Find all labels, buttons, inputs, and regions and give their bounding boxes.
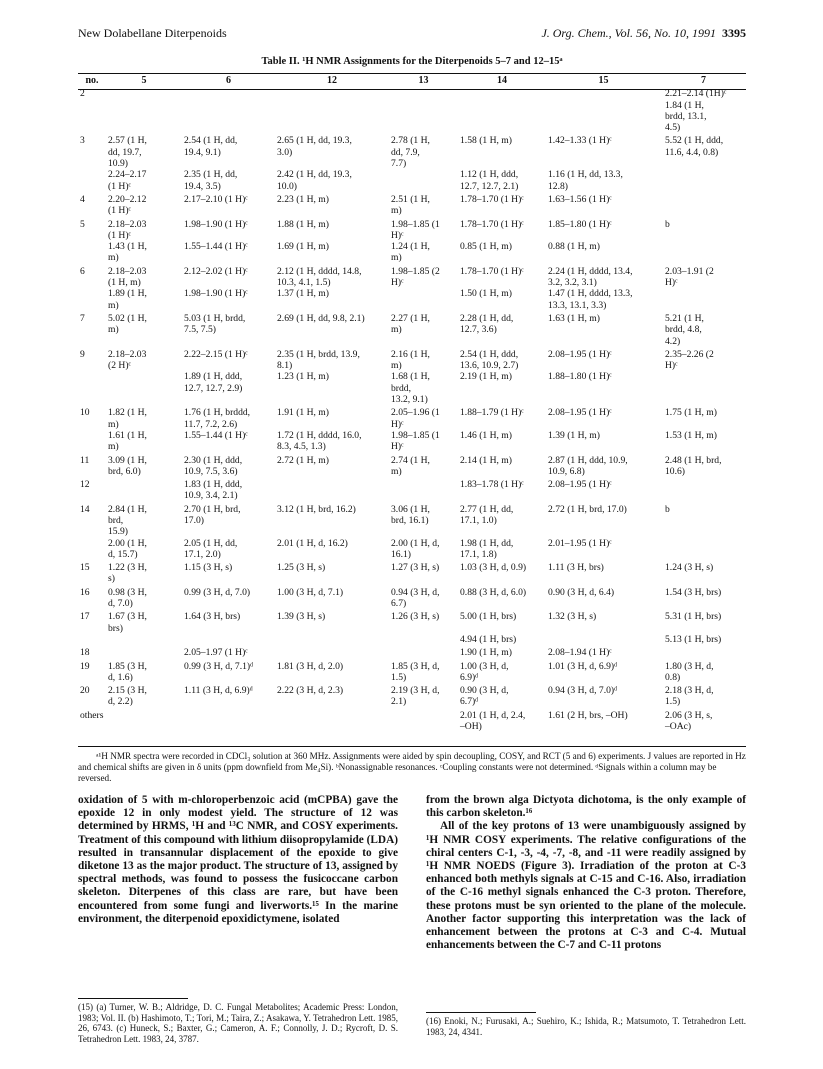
shift-cell: 1.98–1.85 (2 H)ᶜ bbox=[391, 265, 440, 289]
shift-cell: 1.98–1.85 (1 H)ᶜ bbox=[391, 218, 440, 241]
table-row bbox=[78, 430, 746, 453]
shift-cell: 1.80 (3 H, d, 0.8) bbox=[665, 660, 714, 683]
shift-cell: 1.00 (3 H, d, 7.1) bbox=[277, 586, 344, 598]
shift-cell: 3.06 (1 H, brd, 16.1) bbox=[391, 503, 430, 526]
journal-citation: J. Org. Chem., Vol. 56, No. 10, 1991 bbox=[541, 26, 716, 40]
shift-cell: 1.83 (1 H, ddd, 10.9, 3.4, 2.1) bbox=[184, 479, 243, 502]
body-paragraph: All of the key protons of 13 were unambiguously assigned by ¹H NMR COSY experiments. The relative configurations of the chiral centers C-1, -3, -4, -7, -8, and -11 were readily assigned by ¹H NMR NOEDS (Figure 3). Irradiation of the proton at C-3 enhanced both methyls signals at C-15 and C-16. Also, irradiation of the C-16 methyl signals enhanced the C-3 proton. Therefore, these protons must be syn oriented to the plane of the molecule. Another factor supporting this interpretation was the lack of enhancement between the protons at C-3 and C-4. Mutual enhancements between the C-7 and C-11 protons bbox=[426, 820, 746, 952]
table-row bbox=[78, 585, 746, 610]
shift-cell: 5.31 (1 H, brs) bbox=[665, 611, 722, 623]
position-number-cell: 15 bbox=[80, 562, 90, 574]
shift-cell: 2.77 (1 H, dd, 17.1, 1.0) bbox=[460, 503, 514, 526]
page-number: 3395 bbox=[722, 26, 746, 40]
shift-cell bbox=[389, 288, 458, 311]
shift-cell: 1.72 (1 H, dddd, 16.0, 8.3, 4.5, 1.3) bbox=[277, 429, 362, 453]
shift-cell: 2.00 (1 H, d, 15.7) bbox=[108, 537, 147, 560]
position-number-cell: 17 bbox=[80, 611, 90, 623]
table-row bbox=[78, 169, 746, 192]
position-number-cell: 12 bbox=[80, 479, 90, 491]
position-number-cell bbox=[78, 371, 106, 405]
shift-cell bbox=[275, 708, 389, 733]
table-header-row bbox=[78, 74, 746, 88]
shift-cell: 2.84 (1 H, brd, 15.9) bbox=[108, 503, 147, 538]
shift-cell: 5.21 (1 H, brdd, 4.8, 4.2) bbox=[665, 312, 704, 347]
position-number-cell: 2 bbox=[80, 88, 85, 100]
shift-cell: 1.98–1.90 (1 H)ᶜ bbox=[184, 218, 248, 230]
shift-cell: 1.15 (3 H, s) bbox=[184, 562, 233, 574]
shift-cell bbox=[661, 477, 746, 502]
nmr-table-body bbox=[78, 88, 746, 732]
shift-cell: 1.03 (3 H, d, 0.9) bbox=[460, 562, 527, 574]
column-header: 13 bbox=[418, 75, 429, 86]
shift-cell: 1.42–1.33 (1 H)ᶜ bbox=[548, 135, 612, 147]
shift-cell: 3.12 (1 H, brd, 16.2) bbox=[277, 503, 356, 515]
table-row bbox=[78, 288, 746, 311]
shift-cell: 2.51 (1 H, m) bbox=[391, 193, 430, 217]
column-header: 12 bbox=[327, 75, 337, 86]
shift-cell: 1.54 (3 H, brs) bbox=[665, 586, 722, 598]
shift-cell bbox=[106, 645, 182, 658]
column-header: 5 bbox=[141, 75, 147, 86]
shift-cell: 2.21–2.14 (1H)ᶜ 1.84 (1 H, brdd, 13.1, 4.5) bbox=[665, 88, 727, 134]
shift-cell: 1.27 (3 H, s) bbox=[391, 562, 440, 574]
table-row bbox=[78, 634, 746, 645]
shift-cell: 2.05–1.96 (1 H)ᶜ bbox=[391, 407, 440, 430]
shift-cell: 2.16 (1 H, m) bbox=[391, 348, 430, 372]
position-number-cell bbox=[78, 288, 106, 311]
position-number-cell: 9 bbox=[80, 348, 85, 360]
shift-cell bbox=[661, 169, 746, 192]
shift-cell: 2.01 (1 H, d, 2.4, –OH) bbox=[460, 709, 526, 733]
column-header: 15 bbox=[598, 75, 609, 86]
shift-cell: 2.06 (3 H, s, –OAc) bbox=[665, 709, 713, 733]
reference-rule bbox=[426, 1012, 536, 1013]
shift-cell: 1.47 (1 H, dddd, 13.3, 13.3, 13.1, 3.3) bbox=[548, 288, 633, 311]
shift-cell: 1.00 (3 H, d, 6.9)ᵈ bbox=[460, 660, 509, 683]
position-number-cell: others bbox=[80, 709, 104, 721]
shift-cell bbox=[182, 708, 275, 733]
table-row bbox=[78, 453, 746, 478]
shift-cell bbox=[275, 634, 389, 645]
shift-cell: 1.76 (1 H, brddd, 11.7, 7.2, 2.6) bbox=[184, 407, 251, 430]
table-row bbox=[78, 645, 746, 658]
position-number-cell: 7 bbox=[80, 312, 85, 324]
shift-cell: 0.90 (3 H, d, 6.7)ᵈ bbox=[460, 685, 509, 708]
reference-16: (16) Enoki, N.; Furusaki, A.; Suehiro, K.; Ishida, R.; Matsumoto, T. Tetrahedron Lett. 1983, 24, 4341. bbox=[426, 1016, 746, 1037]
shift-cell: 2.28 (1 H, dd, 12.7, 3.6) bbox=[460, 312, 514, 336]
shift-cell: 0.85 (1 H, m) bbox=[460, 241, 512, 253]
shift-cell: 1.11 (3 H, brs) bbox=[548, 562, 604, 574]
shift-cell: 1.55–1.44 (1 H)ᶜ bbox=[184, 429, 248, 441]
shift-cell: 2.22–2.15 (1 H)ᶜ bbox=[184, 348, 248, 360]
table-row bbox=[78, 609, 746, 634]
shift-cell: 2.23 (1 H, m) bbox=[277, 193, 329, 205]
shift-cell: 1.83–1.78 (1 H)ᶜ bbox=[460, 479, 524, 491]
shift-cell: 1.25 (3 H, s) bbox=[277, 562, 326, 574]
shift-cell bbox=[275, 477, 389, 502]
nmr-table bbox=[78, 74, 746, 732]
shift-cell: 2.69 (1 H, dd, 9.8, 2.1) bbox=[277, 312, 365, 324]
body-paragraph: from the brown alga Dictyota dichotoma, is the only example of this carbon skeleton.¹⁶ bbox=[426, 794, 746, 820]
position-number-cell: 6 bbox=[80, 265, 85, 277]
shift-cell: b bbox=[665, 503, 670, 515]
shift-cell: 1.64 (3 H, brs) bbox=[184, 611, 241, 623]
shift-cell: 1.63–1.56 (1 H)ᶜ bbox=[548, 193, 612, 205]
shift-cell: 0.99 (3 H, d, 7.0) bbox=[184, 586, 251, 598]
table-row bbox=[78, 659, 746, 684]
shift-cell: b bbox=[665, 218, 670, 230]
table-row bbox=[78, 683, 746, 708]
shift-cell: 2.72 (1 H, m) bbox=[277, 454, 329, 466]
shift-cell: 1.37 (1 H, m) bbox=[277, 288, 329, 300]
shift-cell bbox=[106, 708, 182, 733]
shift-cell: 1.53 (1 H, m) bbox=[665, 429, 717, 441]
shift-cell: 1.67 (3 H, brs) bbox=[108, 611, 147, 634]
shift-cell bbox=[661, 645, 746, 658]
running-head-journal bbox=[541, 26, 746, 41]
table-row bbox=[78, 192, 746, 217]
shift-cell: 2.24–2.17 (1 H)ᶜ bbox=[108, 169, 147, 192]
shift-cell bbox=[389, 634, 458, 645]
shift-cell bbox=[546, 634, 661, 645]
shift-cell: 2.78 (1 H, dd, 7.9, 7.7) bbox=[391, 135, 430, 170]
column-header: 7 bbox=[701, 75, 706, 86]
shift-cell bbox=[661, 288, 746, 311]
shift-cell: 2.19 (1 H, m) bbox=[460, 371, 512, 383]
shift-cell: 0.90 (3 H, d, 6.4) bbox=[548, 586, 615, 598]
shift-cell: 1.75 (1 H, m) bbox=[665, 407, 717, 419]
shift-cell: 1.22 (3 H, s) bbox=[108, 562, 147, 585]
shift-cell: 5.13 (1 H, brs) bbox=[665, 633, 722, 645]
running-head bbox=[78, 26, 746, 42]
shift-cell: 2.08–1.94 (1 H)ᶜ bbox=[548, 647, 612, 659]
shift-cell bbox=[661, 371, 746, 405]
body-paragraph: oxidation of 5 with m-chloroperbenzoic acid (mCPBA) gave the epoxide 12 in only modest yield. The structure of 12 was determined by HRMS, ¹H and ¹³C NMR, and COSY experiments. Treatment of this compound with lithium diisopropylamide (LDA) resulted in transannular displacement of the epoxide to give diketone 13 as the major product. The structure of 13, assigned by spectral methods, was found to possess the fusicoccane carbon skeleton. Diterpenes of this class are rare, but have been encountered from some fungi and liverworts.¹⁵ In the marine environment, the diterpenoid epoxidictymene, isolated bbox=[78, 794, 398, 925]
shift-cell: 1.39 (1 H, m) bbox=[548, 429, 600, 441]
column-header: 14 bbox=[497, 75, 507, 86]
table-row bbox=[78, 708, 746, 733]
shift-cell: 1.61 (2 H, brs, –OH) bbox=[548, 709, 628, 721]
shift-cell: 2.15 (3 H, d, 2.2) bbox=[108, 685, 147, 708]
table-row bbox=[78, 502, 746, 538]
shift-cell: 0.94 (3 H, d, 7.0)ᵈ bbox=[548, 685, 618, 697]
shift-cell: 1.23 (1 H, m) bbox=[277, 371, 329, 383]
position-number-cell: 19 bbox=[80, 660, 90, 672]
shift-cell bbox=[389, 645, 458, 658]
shift-cell: 2.35 (1 H, dd, 19.4, 3.5) bbox=[184, 169, 238, 192]
shift-cell: 1.85 (3 H, d, 1.6) bbox=[108, 660, 147, 683]
table-row bbox=[78, 538, 746, 561]
position-number-cell bbox=[78, 430, 106, 453]
shift-cell: 1.50 (1 H, m) bbox=[460, 288, 512, 300]
table-row bbox=[78, 560, 746, 585]
running-head-title: New Dolabellane Diterpenoids bbox=[78, 26, 227, 40]
shift-cell bbox=[546, 88, 661, 133]
shift-cell: 2.05–1.97 (1 H)ᶜ bbox=[184, 647, 248, 659]
shift-cell bbox=[458, 88, 546, 133]
shift-cell: 0.88 (1 H, m) bbox=[548, 241, 600, 253]
position-number-cell: 10 bbox=[80, 407, 90, 419]
shift-cell: 2.22 (3 H, d, 2.3) bbox=[277, 685, 344, 697]
shift-cell: 0.94 (3 H, d, 6.7) bbox=[391, 586, 440, 610]
shift-cell: 1.01 (3 H, d, 6.9)ᵈ bbox=[548, 660, 618, 672]
shift-cell: 5.52 (1 H, ddd, 11.6, 4.4, 0.8) bbox=[665, 135, 724, 158]
table-row bbox=[78, 311, 746, 347]
shift-cell bbox=[661, 241, 746, 264]
shift-cell: 1.24 (1 H, m) bbox=[391, 241, 430, 264]
shift-cell: 1.85–1.80 (1 H)ᶜ bbox=[548, 218, 612, 230]
shift-cell bbox=[275, 645, 389, 658]
table-caption: Table II. ¹H NMR Assignments for the Diterpenoids 5–7 and 12–15ᵃ bbox=[261, 56, 563, 67]
shift-cell: 2.57 (1 H, dd, 19.7, 10.9) bbox=[108, 135, 147, 170]
shift-cell: 1.89 (1 H, ddd, 12.7, 12.7, 2.9) bbox=[184, 371, 243, 394]
table-row bbox=[78, 405, 746, 430]
shift-cell: 1.98 (1 H, dd, 17.1, 1.8) bbox=[460, 537, 514, 560]
shift-cell bbox=[389, 708, 458, 733]
position-number-cell: 16 bbox=[80, 586, 90, 598]
shift-cell: 2.18–2.03 (2 H)ᶜ bbox=[108, 348, 147, 372]
body-column-left bbox=[78, 794, 398, 926]
shift-cell bbox=[389, 169, 458, 192]
shift-cell: 1.43 (1 H, m) bbox=[108, 241, 147, 264]
shift-cell: 1.63 (1 H, m) bbox=[548, 312, 600, 324]
shift-cell bbox=[389, 88, 458, 133]
shift-cell: 1.98–1.85 (1 H)ᶜ bbox=[391, 429, 440, 453]
shift-cell: 0.99 (3 H, d, 7.1)ᵈ bbox=[184, 660, 254, 672]
shift-cell: 2.08–1.95 (1 H)ᶜ bbox=[548, 348, 612, 360]
shift-cell: 5.00 (1 H, brs) bbox=[460, 611, 517, 623]
table-row bbox=[78, 371, 746, 405]
shift-cell: 2.01 (1 H, d, 16.2) bbox=[277, 537, 348, 549]
shift-cell: 2.24 (1 H, dddd, 13.4, 3.2, 3.2, 3.1) bbox=[548, 265, 633, 289]
shift-cell: 1.88 (1 H, m) bbox=[277, 218, 329, 230]
shift-cell: 1.24 (3 H, s) bbox=[665, 562, 714, 574]
shift-cell: 1.88–1.79 (1 H)ᶜ bbox=[460, 407, 524, 419]
position-number-cell: 18 bbox=[80, 647, 90, 659]
shift-cell: 2.17–2.10 (1 H)ᶜ bbox=[184, 193, 248, 205]
shift-cell: 1.78–1.70 (1 H)ᶜ bbox=[460, 265, 524, 277]
shift-cell bbox=[661, 192, 746, 217]
shift-cell: 2.54 (1 H, dd, 19.4, 9.1) bbox=[184, 135, 238, 158]
shift-cell: 3.09 (1 H, brd, 6.0) bbox=[108, 454, 147, 477]
table-row bbox=[78, 241, 746, 264]
shift-cell: 1.26 (3 H, s) bbox=[391, 611, 440, 623]
shift-cell bbox=[661, 538, 746, 561]
shift-cell: 2.01–1.95 (1 H)ᶜ bbox=[548, 537, 612, 549]
shift-cell: 1.85 (3 H, d, 1.5) bbox=[391, 660, 440, 683]
shift-cell bbox=[389, 477, 458, 502]
shift-cell bbox=[182, 88, 275, 133]
shift-cell: 2.08–1.95 (1 H)ᶜ bbox=[548, 407, 612, 419]
shift-cell: 1.88–1.80 (1 H)ᶜ bbox=[548, 371, 612, 383]
shift-cell: 2.27 (1 H, m) bbox=[391, 312, 430, 336]
shift-cell: 2.48 (1 H, brd, 10.6) bbox=[665, 454, 722, 477]
table-row bbox=[78, 264, 746, 289]
table-row bbox=[78, 133, 746, 169]
shift-cell: 2.74 (1 H, m) bbox=[391, 454, 430, 477]
shift-cell: 1.69 (1 H, m) bbox=[277, 241, 329, 253]
table-row bbox=[78, 88, 746, 133]
shift-cell bbox=[106, 371, 182, 405]
shift-cell: 2.30 (1 H, ddd, 10.9, 7.5, 3.6) bbox=[184, 454, 243, 477]
column-header: 6 bbox=[226, 75, 231, 86]
shift-cell: 1.82 (1 H, m) bbox=[108, 407, 147, 430]
shift-cell: 1.98–1.90 (1 H)ᶜ bbox=[184, 288, 248, 300]
shift-cell: 4.94 (1 H, brs) bbox=[460, 633, 517, 645]
shift-cell bbox=[106, 477, 182, 502]
shift-cell: 2.05 (1 H, dd, 17.1, 2.0) bbox=[184, 537, 238, 560]
shift-cell: 2.72 (1 H, brd, 17.0) bbox=[548, 503, 627, 515]
column-header: no. bbox=[85, 75, 99, 86]
shift-cell: 2.08–1.95 (1 H)ᶜ bbox=[548, 479, 612, 491]
shift-cell: 1.46 (1 H, m) bbox=[460, 429, 512, 441]
shift-cell: 2.70 (1 H, brd, 17.0) bbox=[184, 503, 241, 526]
shift-cell: 1.55–1.44 (1 H)ᶜ bbox=[184, 241, 248, 253]
shift-cell: 0.88 (3 H, d, 6.0) bbox=[460, 586, 527, 598]
shift-cell bbox=[106, 88, 182, 133]
shift-cell: 2.87 (1 H, ddd, 10.9, 10.9, 6.8) bbox=[548, 454, 628, 477]
reference-15: (15) (a) Turner, W. B.; Aldridge, D. C. Fungal Metabolites; Academic Press: London, 1983; Vol. II. (b) Hashimoto, T.; Tori, M.; Taira, Z.; Asakawa, Y. Tetrahedron Lett. 1985, 26, 6743. (c) Huneck, S.; Baxter, G.; Cameron, A. F.; Connolly, J. D.; Rycroft, D. S. Tetrahedron Lett. 1983, 24, 3787. bbox=[78, 1002, 398, 1044]
shift-cell: 0.98 (3 H, d, 7.0) bbox=[108, 586, 147, 610]
shift-cell: 1.78–1.70 (1 H)ᶜ bbox=[460, 193, 524, 205]
shift-cell: 1.11 (3 H, d, 6.9)ᵈ bbox=[184, 685, 253, 697]
shift-cell: 1.89 (1 H, m) bbox=[108, 288, 147, 311]
shift-cell: 2.18–2.03 (1 H)ᶜ bbox=[108, 218, 147, 241]
body-column-right bbox=[426, 794, 746, 952]
shift-cell: 1.39 (3 H, s) bbox=[277, 611, 326, 623]
shift-cell: 5.02 (1 H, m) bbox=[108, 312, 147, 336]
shift-cell: 2.42 (1 H, dd, 19.3, 10.0) bbox=[277, 169, 352, 192]
shift-cell bbox=[106, 634, 182, 645]
table-row bbox=[78, 477, 746, 502]
shift-cell: 2.35–2.26 (2 H)ᶜ bbox=[665, 348, 714, 372]
shift-cell: 1.91 (1 H, m) bbox=[277, 407, 329, 419]
shift-cell: 1.16 (1 H, dd, 13.3, 12.8) bbox=[548, 169, 623, 192]
shift-cell: 1.81 (3 H, d, 2.0) bbox=[277, 660, 344, 672]
table-footnote: ᵃ¹H NMR spectra were recorded in CDCl₃ solution at 360 MHz. Assignments were aided by spin decoupling, COSY, and RCT (5 and 6) experiments. J values are reported in Hz and chemical shifts are given in δ units (ppm downfield from Me₄Si). ᵇNonassignable resonances. ᶜCoupling constants were not determined. ᵈSignals within a column may be reversed. bbox=[78, 751, 746, 784]
shift-cell: 1.90 (1 H, m) bbox=[460, 647, 512, 659]
shift-cell: 2.35 (1 H, brdd, 13.9, 8.1) bbox=[277, 348, 360, 372]
shift-cell: 2.18–2.03 (1 H, m) bbox=[108, 265, 147, 289]
shift-cell: 2.03–1.91 (2 H)ᶜ bbox=[665, 265, 714, 289]
shift-cell: 2.54 (1 H, ddd, 13.6, 10.9, 2.7) bbox=[460, 348, 519, 372]
position-number-cell bbox=[78, 169, 106, 192]
table-bottom-rule bbox=[78, 746, 746, 747]
shift-cell bbox=[275, 88, 389, 133]
shift-cell: 1.58 (1 H, m) bbox=[460, 135, 512, 147]
position-number-cell: 20 bbox=[80, 685, 90, 697]
position-number-cell: 5 bbox=[80, 218, 85, 230]
shift-cell: 1.68 (1 H, brdd, 13.2, 9.1) bbox=[391, 371, 430, 406]
shift-cell: 2.00 (1 H, d, 16.1) bbox=[391, 537, 440, 560]
reference-rule bbox=[78, 998, 188, 999]
position-number-cell: 14 bbox=[80, 503, 90, 515]
shift-cell: 2.19 (3 H, d, 2.1) bbox=[391, 685, 440, 708]
shift-cell: 2.18 (3 H, d, 1.5) bbox=[665, 685, 714, 708]
position-number-cell bbox=[78, 634, 106, 645]
position-number-cell: 4 bbox=[80, 193, 85, 205]
shift-cell: 2.12–2.02 (1 H)ᶜ bbox=[184, 265, 248, 277]
table-row bbox=[78, 347, 746, 372]
shift-cell bbox=[182, 634, 275, 645]
shift-cell: 1.61 (1 H, m) bbox=[108, 429, 147, 453]
shift-cell: 2.20–2.12 (1 H)ᶜ bbox=[108, 193, 147, 217]
position-number-cell bbox=[78, 538, 106, 561]
shift-cell: 2.14 (1 H, m) bbox=[460, 454, 512, 466]
shift-cell: 1.32 (3 H, s) bbox=[548, 611, 597, 623]
shift-cell: 1.12 (1 H, ddd, 12.7, 12.7, 2.1) bbox=[460, 169, 519, 192]
shift-cell: 1.78–1.70 (1 H)ᶜ bbox=[460, 218, 524, 230]
shift-cell: 2.12 (1 H, dddd, 14.8, 10.3, 4.1, 1.5) bbox=[277, 265, 362, 289]
table-row bbox=[78, 217, 746, 242]
position-number-cell: 11 bbox=[80, 454, 90, 466]
shift-cell: 2.65 (1 H, dd, 19.3, 3.0) bbox=[277, 135, 352, 158]
position-number-cell: 3 bbox=[80, 135, 85, 147]
position-number-cell bbox=[78, 241, 106, 264]
shift-cell: 5.03 (1 H, brdd, 7.5, 7.5) bbox=[184, 312, 246, 336]
